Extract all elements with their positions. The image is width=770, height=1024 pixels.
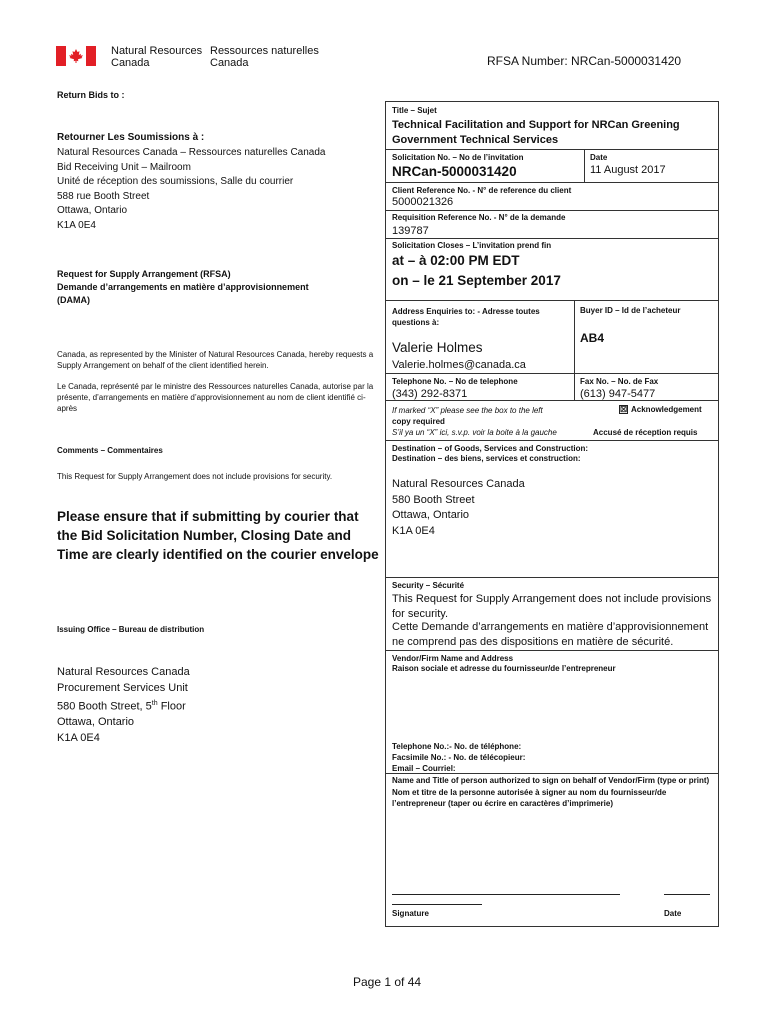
- accuse-reception: Accusé de réception requis: [593, 428, 698, 437]
- marked-x-en: If marked “X” please see the box to the left: [392, 406, 543, 415]
- department-name-fr: Ressources naturelles Canada: [210, 45, 319, 69]
- comments-text: This Request for Supply Arrangement does not include provisions for security.: [57, 472, 333, 481]
- closes-label: Solicitation Closes – L’invitation prend fin: [392, 241, 552, 250]
- destination-line: K1A 0E4: [392, 524, 435, 537]
- return-line: Unité de réception des soumissions, Salle du courrier: [57, 176, 294, 187]
- canada-statement-fr: Le Canada, représenté par le ministre des Ressources naturelles Canada, autorise par la présente, d’arrangements en matière d’approvisionnement au nom de client identifié ci-après: [57, 382, 374, 413]
- issuing-line: K1A 0E4: [57, 731, 100, 744]
- date-label: Date: [590, 153, 608, 162]
- solicitation-value: NRCan-5000031420: [392, 164, 517, 179]
- telephone-value: (343) 292-8371: [392, 388, 468, 400]
- title-label: Title – Sujet: [392, 106, 437, 115]
- issuing-line: Ottawa, Ontario: [57, 716, 135, 729]
- title-value: Technical Facilitation and Support for NRCan Greening Government Technical Services: [392, 119, 680, 146]
- contact-email[interactable]: Valerie.holmes@canada.ca: [392, 359, 526, 371]
- vendor-label-en: Vendor/Firm Name and Address: [392, 654, 514, 663]
- solicitation-label: Solicitation No. – No de l’invitation: [392, 153, 524, 162]
- acknowledgement-label: Acknowledgement: [631, 405, 702, 414]
- rfsa-title-block: [57, 268, 377, 307]
- canada-statement-en: Canada, as represented by the Minister of Natural Resources Canada, hereby requests a Supply Arrangement on behalf of the client identified herein.: [57, 350, 374, 370]
- return-line: Bid Receiving Unit – Mailroom: [57, 161, 191, 173]
- address-enquiries-label: Address Enquiries to: - Adresse toutes questions à:: [392, 307, 540, 327]
- return-line: K1A 0E4: [57, 219, 96, 231]
- return-line: 588 rue Booth Street: [57, 190, 150, 202]
- issuing-office-label: Issuing Office – Bureau de distribution: [57, 625, 205, 634]
- date-signature-label: Date: [664, 909, 682, 918]
- signature-label: Signature: [392, 909, 429, 918]
- destination-line: Natural Resources Canada: [392, 478, 525, 490]
- comments-label: Comments – Commentaires: [57, 446, 163, 455]
- return-address-block: [57, 132, 377, 233]
- signature-underline: [392, 904, 482, 905]
- rfsa-title-line: Request for Supply Arrangement (RFSA): [57, 269, 231, 279]
- contact-name: Valerie Holmes: [392, 340, 483, 355]
- fax-value: (613) 947-5477: [580, 388, 656, 400]
- fax-label: Fax No. – No. de Fax: [580, 377, 659, 386]
- security-en: This Request for Supply Arrangement does not include provisions for security.: [392, 593, 712, 620]
- rfsa-title-line: Demande d’arrangements en matière d’approvisionnement: [57, 282, 309, 292]
- courier-notice: Please ensure that if submitting by courier that the Bid Solicitation Number, Closing Date and Time are clearly identified on the courier envelope: [57, 509, 379, 562]
- closes-time: at – à 02:00 PM EDT: [392, 253, 520, 268]
- issuing-line: Procurement Services Unit: [57, 681, 188, 694]
- requisition-value: 139787: [392, 225, 429, 237]
- vendor-label-fr: Raison sociale et adresse du fournisseur/de l’entrepreneur: [392, 664, 616, 673]
- issuing-office-address: [57, 665, 190, 746]
- destination-label-fr: Destination – des biens, services et construction:: [392, 454, 581, 463]
- authorized-label-fr: Nom et titre de la personne autorisée à signer au nom du fournisseur/de l’entrepreneur (taper ou écrire en caractères d’imprimerie): [392, 788, 667, 808]
- telephone-label: Telephone No. – No de telephone: [392, 377, 518, 386]
- vendor-fax-label: Facsimile No.: - No. de télécopieur:: [392, 753, 526, 762]
- canada-flag-icon: [56, 46, 96, 66]
- page-number: Page 1 of 44: [353, 975, 422, 989]
- destination-address: [392, 477, 525, 539]
- authorized-label-en: Name and Title of person authorized to sign on behalf of Vendor/Firm (type or print): [392, 776, 710, 785]
- acknowledgement-checkbox[interactable]: ☒: [620, 405, 628, 415]
- buyer-id-value: AB4: [580, 331, 605, 345]
- return-line: Natural Resources Canada – Ressources naturelles Canada: [57, 147, 326, 158]
- client-ref-value: 5000021326: [392, 196, 454, 208]
- destination-line: Ottawa, Ontario: [392, 509, 470, 521]
- date-line[interactable]: [664, 894, 710, 895]
- rfsa-number: RFSA Number: NRCan-5000031420: [487, 54, 682, 68]
- rfsa-title-line: (DAMA): [57, 295, 90, 305]
- return-line: Ottawa, Ontario: [57, 205, 128, 216]
- destination-line: 580 Booth Street: [392, 493, 475, 506]
- buyer-id-label: Buyer ID – Id de l’acheteur: [580, 306, 681, 315]
- department-name-en: Natural Resources Canada: [111, 45, 203, 69]
- client-ref-label: Client Reference No. - N° de reference du client: [392, 186, 572, 195]
- copy-required: copy required: [392, 417, 445, 426]
- acknowledgement: [619, 405, 702, 414]
- signature-line[interactable]: [392, 894, 620, 895]
- marked-x-fr: S’il ya un “X” ici, s.v.p. voir la boite à la gauche: [392, 428, 557, 437]
- return-bids-label: Return Bids to :: [57, 90, 125, 100]
- return-heading: Retourner Les Soumissions à :: [57, 132, 205, 143]
- date-value: 11 August 2017: [590, 164, 666, 176]
- vendor-telephone-label: Telephone No.:- No. de téléphone:: [392, 742, 522, 751]
- vendor-email-label: Email – Courriel:: [392, 764, 456, 773]
- closes-date: on – le 21 September 2017: [392, 273, 561, 288]
- security-label: Security – Sécurité: [392, 581, 465, 590]
- issuing-line: 580 Booth Street, 5th Floor: [57, 700, 186, 713]
- destination-label-en: Destination – of Goods, Services and Construction:: [392, 444, 589, 453]
- security-fr: Cette Demande d’arrangements en matière d’approvisionnement ne comprend pas des dispositions en matière de sécurité.: [392, 621, 709, 648]
- issuing-line: Natural Resources Canada: [57, 666, 190, 678]
- requisition-label: Requisition Reference No. - N° de la demande: [392, 213, 566, 222]
